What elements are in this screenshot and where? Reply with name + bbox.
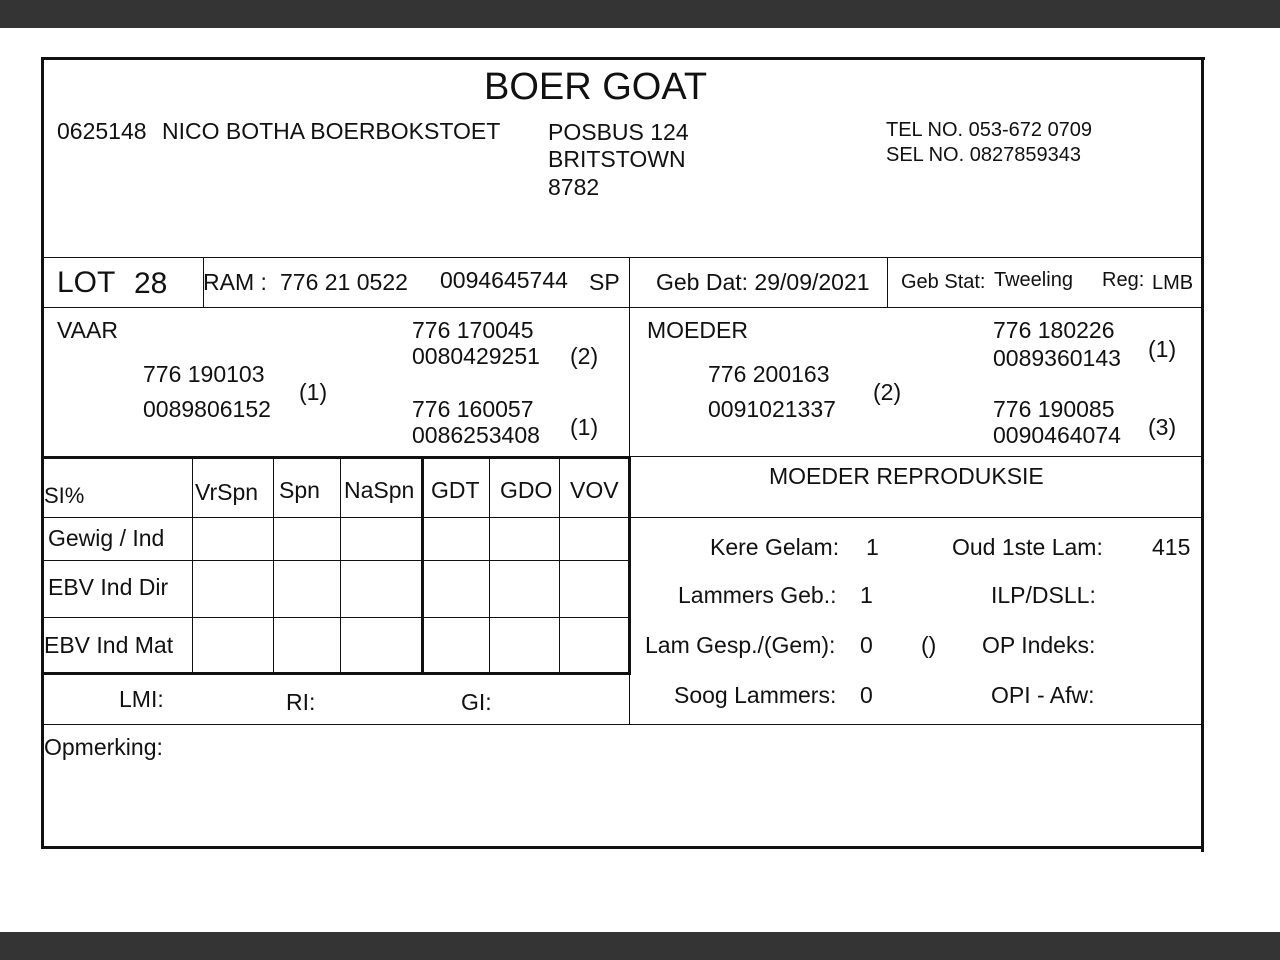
dam-dam-reg: 0090464074 [993,422,1121,448]
col-header-gdo: GDO [500,477,553,503]
kere-value: 1 [866,534,879,560]
animal-id: 776 21 0522 [280,269,408,295]
lammers-label: Lammers Geb.: [678,582,837,608]
grid-right [628,457,631,674]
rule-header-bottom [43,257,1202,258]
dam-dam-id: 776 190085 [993,396,1115,422]
sire-id: 776 190103 [143,361,265,387]
col-header-si: SI% [44,483,85,508]
dam-id: 776 200163 [708,361,830,387]
dam-note: (2) [873,379,902,405]
col-header-naspn: NaSpn [344,477,415,503]
rule-date-divider [887,258,888,308]
rule-index-bottom [43,724,1202,725]
oud-value: 415 [1152,534,1191,560]
grid-col-5 [489,458,490,674]
dam-sire-reg: 0089360143 [993,345,1121,371]
oud-label: Oud 1ste Lam: [952,534,1103,560]
dam-label: MOEDER [647,317,748,343]
sire-label: VAAR [57,317,118,343]
soog-value: 0 [860,682,873,708]
row-label-ebv-dir: EBV Ind Dir [48,574,169,600]
sire-sire-reg: 0080429251 [412,343,540,369]
col-header-spn: Spn [279,477,320,503]
breeder-number: 0625148 [57,118,147,144]
lot-number: 28 [134,267,168,300]
col-header-vrspn: VrSpn [195,479,259,505]
address-line-3: 8782 [548,174,600,200]
col-header-vov: VOV [570,477,619,503]
grid-row-2 [43,560,630,561]
grid-row-3 [43,617,630,618]
dam-dam-note: (3) [1148,414,1177,440]
grid-row-1 [43,517,630,518]
tel-number: TEL NO. 053-672 0709 [886,119,1093,141]
sire-dam-note: (1) [570,414,599,440]
ri-label: RI: [286,689,316,715]
remarks-label: Opmerking: [44,734,163,760]
ilp-label: ILP/DSLL: [991,582,1096,608]
op-label: OP Indeks: [982,632,1096,658]
card-border-right [1201,58,1204,852]
breeder-name: NICO BOTHA BOERBOKSTOET [162,118,501,144]
kere-label: Kere Gelam: [710,534,840,560]
card-border-bottom [41,846,1201,849]
gesp-value: 0 [860,632,873,658]
dam-sire-id: 776 180226 [993,317,1115,343]
grid-col-1 [192,458,193,674]
sire-dam-id: 776 160057 [412,396,534,422]
animal-sp: SP [589,269,620,295]
sire-sire-id: 776 170045 [412,317,534,343]
grid-top [43,456,631,459]
gesp-label: Lam Gesp./(Gem): [645,632,836,658]
birth-date: Geb Dat: 29/09/2021 [656,269,870,295]
sire-reg: 0089806152 [143,396,271,422]
card-border-top [41,57,1205,60]
reg-value: LMB [1152,272,1194,294]
grid-mid-thick [421,457,424,674]
lot-label: LOT [57,266,116,299]
animal-reg-number: 0094645744 [440,267,568,293]
animal-type-label: RAM : [203,269,267,295]
bottom-bar [0,932,1280,960]
col-header-gdt: GDT [431,477,480,503]
sire-note: (1) [299,379,328,405]
dam-sire-note: (1) [1148,336,1177,362]
soog-label: Soog Lammers: [674,682,837,708]
sire-dam-reg: 0086253408 [412,422,540,448]
gesp-extra: () [921,632,937,658]
grid-col-3 [340,458,341,674]
dam-reg: 0091021337 [708,396,836,422]
top-bar [0,0,1280,28]
row-label-gewig: Gewig / Ind [48,525,165,551]
card-border-left [41,58,44,849]
rule-lot-row-bottom [43,307,1202,308]
rule-repro-title-bottom [630,517,1202,518]
lmi-label: LMI: [119,686,164,712]
cell-number: SEL NO. 0827859343 [886,144,1081,166]
rule-pedigree-bottom-right [630,456,1202,457]
address-line-1: POSBUS 124 [548,119,689,145]
sire-sire-note: (2) [570,343,599,369]
birth-status-value: Tweeling [994,269,1073,291]
grid-col-2 [273,458,274,674]
lammers-value: 1 [860,582,873,608]
reg-label: Reg: [1102,269,1145,291]
gi-label: GI: [461,689,492,715]
opi-label: OPI - Afw: [991,682,1095,708]
row-label-ebv-mat: EBV Ind Mat [44,632,174,658]
grid-col-6 [559,458,560,674]
birth-status-label: Geb Stat: [901,271,986,293]
grid-bottom [43,672,631,675]
repro-title: MOEDER REPRODUKSIE [769,463,1044,489]
address-line-2: BRITSTOWN [548,146,686,172]
card-title: BOER GOAT [484,66,708,108]
